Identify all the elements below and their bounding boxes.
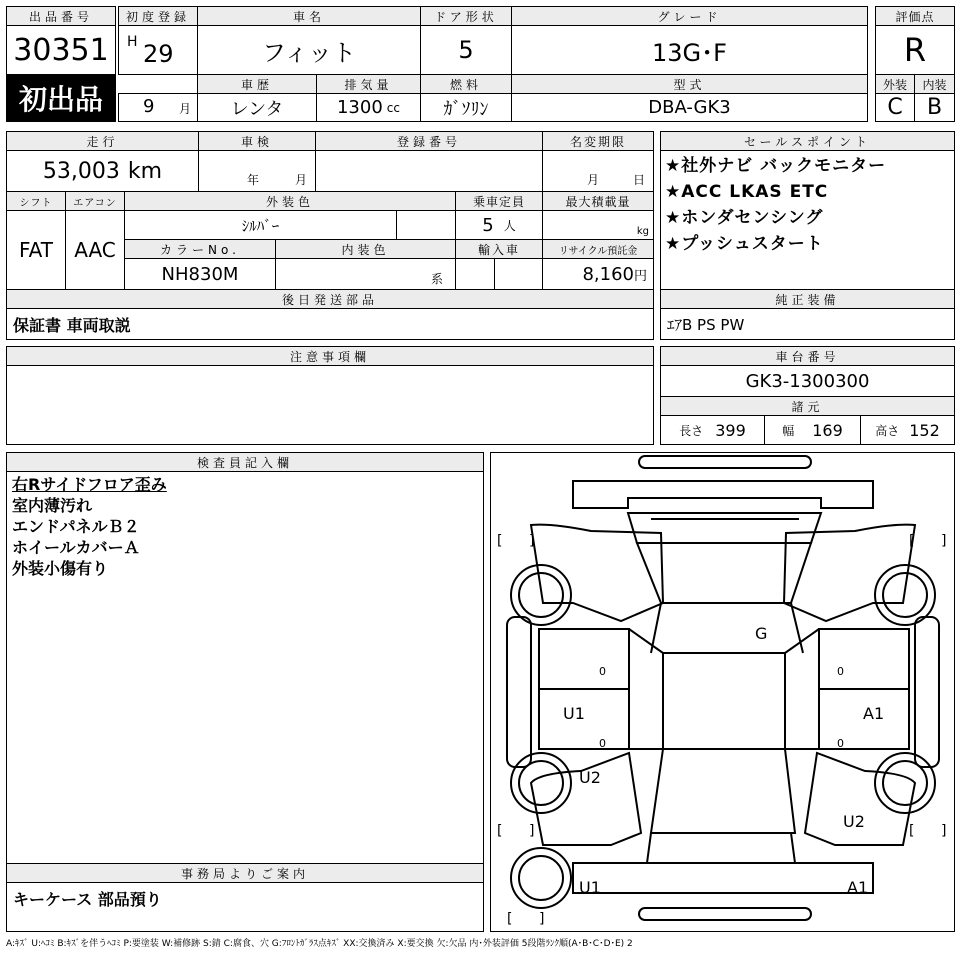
spec-height: 高さ 152 — [860, 415, 955, 445]
inspector-note: 室内薄汚れ — [12, 496, 93, 515]
door-header: ドア形状 — [420, 6, 512, 26]
first-reg-header: 初度登録 — [118, 6, 198, 26]
displacement: 1300 cc — [316, 93, 421, 122]
inspector-note: 右Rサイドフロア歪み — [12, 475, 167, 494]
color-no: NH830M — [124, 258, 276, 290]
first-listing-badge: 初出品 — [6, 74, 116, 122]
damage-diagram — [490, 452, 955, 932]
capacity: 5 人 — [455, 210, 543, 240]
shift-header: シフト — [6, 191, 66, 211]
later-parts-header: 後日発送部品 — [6, 289, 654, 309]
import-header: 輸入車 — [455, 239, 543, 259]
car-name-header: 車名 — [197, 6, 421, 26]
car-diagram-svg — [491, 453, 954, 931]
svg-text:]: ] — [941, 533, 947, 549]
svg-text:]: ] — [941, 823, 947, 839]
mark-a1-bottom: A1 — [847, 878, 869, 897]
score-header: 評価点 — [875, 6, 955, 26]
sales-point: ★ホンダセンシング — [665, 208, 824, 228]
ext-color-extra — [396, 210, 456, 240]
inspector-header: 検査員記入欄 — [6, 452, 484, 472]
genuine-equip: ｴｱB PS PW — [660, 308, 955, 340]
lot-header: 出品番号 — [6, 6, 116, 26]
inspector-note: エンドパネルＢ２ — [12, 517, 140, 536]
mileage-header: 走行 — [6, 131, 199, 151]
exterior-grade: C — [875, 93, 915, 122]
inspector-note: ホイールカバーＡ — [12, 538, 140, 557]
reg-no-header: 登録番号 — [315, 131, 543, 151]
inspection-date: 年 月 — [198, 150, 316, 192]
mark-zero: 0 — [837, 665, 844, 678]
fuel-header: 燃料 — [420, 74, 512, 94]
grade: 13G･F — [511, 25, 868, 75]
svg-text:[: [ — [497, 533, 503, 549]
sales-points-header: セールスポイント — [660, 131, 955, 151]
name-change: 月 日 — [542, 150, 654, 192]
lot-number: 30351 — [6, 25, 116, 75]
mark-u1-bottom: U1 — [579, 878, 601, 897]
notes-header: 注意事項欄 — [6, 346, 654, 366]
aircon: AAC — [65, 210, 125, 290]
import-right — [494, 258, 543, 290]
model-header: 型式 — [511, 74, 868, 94]
max-load: kg — [542, 210, 654, 240]
car-name: フィット — [197, 25, 421, 75]
chassis-header: 車台番号 — [660, 346, 955, 366]
capacity-header: 乗車定員 — [455, 191, 543, 211]
mark-g: G — [755, 624, 768, 643]
svg-text:]: ] — [529, 533, 535, 549]
svg-text:[: [ — [507, 911, 513, 927]
sales-point: ★プッシュスタート — [665, 234, 824, 254]
history-header: 車歴 — [197, 74, 317, 94]
inspector-note: 外装小傷有り — [12, 559, 109, 578]
doors: 5 — [420, 25, 512, 75]
spec-length: 長さ 399 — [660, 415, 765, 445]
grade-header: グレード — [511, 6, 868, 26]
fuel: ｶﾞｿﾘﾝ — [420, 93, 512, 122]
svg-text:[: [ — [909, 533, 915, 549]
mark-zero: 0 — [599, 665, 606, 678]
exterior-header: 外装 — [875, 74, 915, 94]
svg-text:[: [ — [909, 823, 915, 839]
first-reg-month: 9 月 — [118, 93, 198, 122]
interior-header: 内装 — [914, 74, 955, 94]
max-load-header: 最大積載量 — [542, 191, 654, 211]
interior-grade: B — [914, 93, 955, 122]
chassis-number: GK3-1300300 — [660, 365, 955, 397]
mark-u2-right: U2 — [843, 812, 865, 831]
sales-points — [660, 150, 955, 290]
recycle-fee: 8,160 円 — [542, 258, 654, 290]
svg-text:]: ] — [539, 911, 545, 927]
office-info: キーケース 部品預り — [6, 882, 484, 932]
spec-width: 幅 169 — [764, 415, 861, 445]
specs-header: 諸元 — [660, 396, 955, 416]
name-change-header: 名変期限 — [542, 131, 654, 151]
mark-zero: 0 — [599, 737, 606, 750]
color-no-header: カラーNo. — [124, 239, 276, 259]
int-color: 系 — [275, 258, 456, 290]
import-left — [455, 258, 495, 290]
mileage: 53,003 km — [6, 150, 199, 192]
int-color-header: 内装色 — [275, 239, 456, 259]
inspector-notes — [6, 471, 484, 864]
later-parts: 保証書 車両取説 — [6, 308, 654, 340]
mark-u1-left: U1 — [563, 704, 585, 723]
reg-no — [315, 150, 543, 192]
mark-a1-right: A1 — [863, 704, 885, 723]
sales-point: ★社外ナビ バックモニター — [665, 156, 887, 176]
office-header: 事務局よりご案内 — [6, 863, 484, 883]
model: DBA-GK3 — [511, 93, 868, 122]
ext-color: ｼﾙﾊﾞｰ — [124, 210, 397, 240]
notes — [6, 365, 654, 445]
shift: FAT — [6, 210, 66, 290]
sales-point: ★ACC LKAS ETC — [665, 182, 829, 202]
genuine-equip-header: 純正装備 — [660, 289, 955, 309]
damage-legend: A:ｷｽﾞ U:ﾍｺﾐ B:ｷｽﾞを伴うﾍｺﾐ P:要塗装 W:補修跡 S:錆 C:腐食、穴 G:ﾌﾛﾝﾄｶﾞﾗｽ点ｷｽﾞ XX:交換済み X:要交換 欠:欠品 内･外装評価 5段階ﾗﾝｸ順(A･B･C･D･E) 2 — [6, 939, 633, 949]
mark-zero: 0 — [837, 737, 844, 750]
inspection-header: 車検 — [198, 131, 316, 151]
ext-color-header: 外装色 — [124, 191, 456, 211]
history: レンタ — [197, 93, 317, 122]
aircon-header: エアコン — [65, 191, 125, 211]
svg-text:]: ] — [529, 823, 535, 839]
svg-text:[: [ — [497, 823, 503, 839]
recycle-header: リサイクル預託金 — [542, 239, 654, 259]
first-reg-year: H 29 — [118, 25, 198, 75]
displacement-header: 排気量 — [316, 74, 421, 94]
score: R — [875, 25, 955, 75]
mark-u2-left: U2 — [579, 768, 601, 787]
